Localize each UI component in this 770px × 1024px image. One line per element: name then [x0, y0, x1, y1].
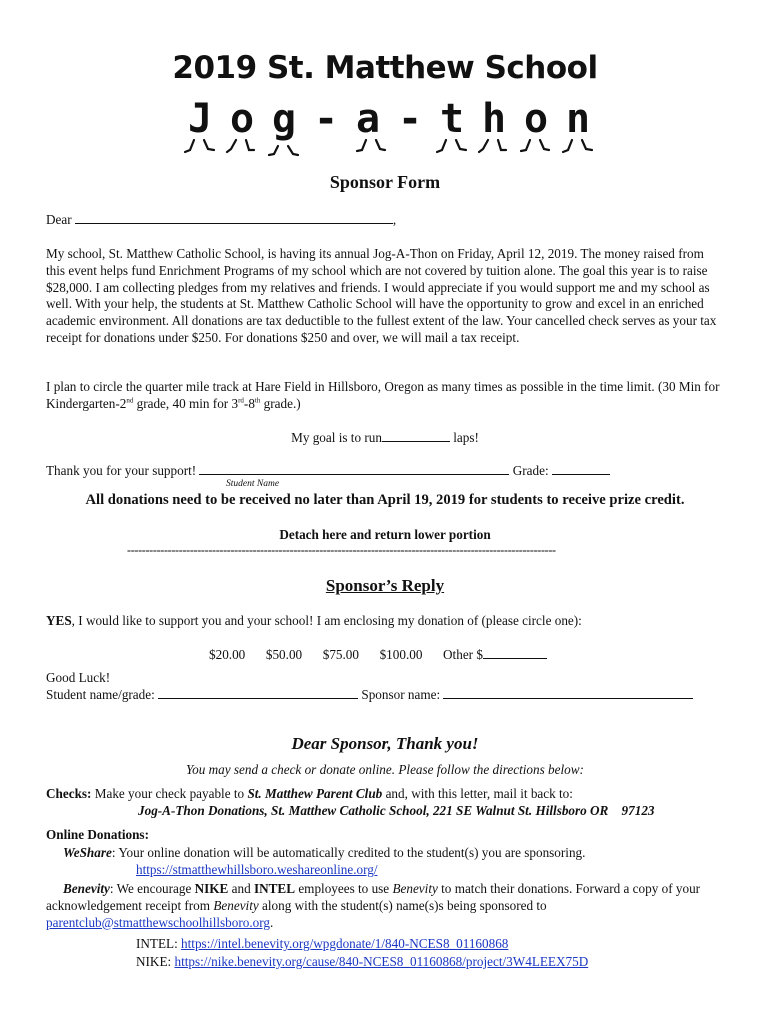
dear-comma: ,: [392, 212, 397, 227]
checks-label: Checks:: [46, 786, 92, 801]
logo-letter: h: [482, 96, 507, 142]
benevity-text: to match their donations. Forward a copy of your acknowledgement receipt from: [46, 881, 701, 913]
intel-label: INTEL:: [136, 936, 178, 951]
nike-label: NIKE:: [136, 954, 172, 969]
good-luck-text: Good Luck!: [46, 670, 111, 685]
instructions-subtitle: You may send a check or donate online. Please follow the directions below:: [186, 762, 584, 777]
student-grade-label: Student name/grade:: [46, 687, 155, 702]
reply-names-line: [46, 687, 693, 703]
paragraph-2-text: grade.): [260, 395, 301, 411]
amount-option-other[interactable]: Other $: [443, 647, 483, 662]
thanks-label: Thank you for your support!: [46, 463, 197, 478]
nike-line: [136, 954, 588, 970]
yes-line: [46, 613, 726, 630]
amount-option[interactable]: $100.00: [379, 647, 423, 662]
thanks-line: [46, 463, 610, 479]
intel-text: INTEL: [253, 881, 296, 896]
checks-text: and, with this letter, mail it back to:: [382, 786, 573, 801]
period: .: [269, 914, 274, 930]
sponsor-name-field[interactable]: [443, 687, 693, 699]
amount-option[interactable]: $75.00: [322, 647, 359, 662]
student-grade-field[interactable]: [158, 687, 358, 699]
goal-line: [0, 430, 770, 446]
school-title: 2019 St. Matthew School: [172, 50, 598, 86]
dear-line: [46, 212, 726, 229]
benevity-word: Benevity: [392, 881, 438, 896]
benevity-text: along with the student(s) name(s)s being sponsored to: [258, 897, 547, 913]
logo-letter: a: [356, 96, 381, 142]
benevity-paragraph: [46, 881, 726, 931]
dear-label: Dear: [46, 212, 72, 227]
checks-text: Make your check payable to: [91, 786, 248, 801]
form-title: Sponsor Form: [329, 172, 441, 192]
grade-field[interactable]: [552, 463, 610, 475]
student-name-field[interactable]: [199, 463, 509, 475]
paragraph-2-text: I plan to circle the quarter mile track at Hare Field in Hillsboro, Oregon as many times as possible in the time limit. (30 Min for Kindergarten-2: [46, 379, 720, 411]
checks-line: [46, 786, 573, 802]
sponsor-reply-title: Sponsor’s Reply: [325, 576, 445, 595]
parent-club-email-link[interactable]: parentclub@stmatthewschoolhillsboro.org: [46, 914, 270, 930]
yes-text: , I would like to support you and your school! I am enclosing my donation of (please circle one):: [71, 613, 582, 628]
superscript: nd: [126, 396, 134, 405]
weshare-text: : Your online donation will be automatically credited to the student(s) you are sponsoring.: [111, 845, 586, 860]
amount-option[interactable]: $20.00: [209, 647, 246, 662]
deadline-notice: All donations need to be received no later than April 19, 2019 for students to receive prize credit.: [85, 492, 685, 508]
running-legs-icon: [180, 96, 600, 166]
logo-letter: o: [230, 96, 255, 142]
letter-paragraph-1: My school, St. Matthew Catholic School, is having its annual Jog-A-Thon on Friday, April 12, 2019. The money raised from this event helps fund Enrichment Programs of my school which are not covered by tuition alone. The goal this year is to raise $28,000. I am collecting pledges from my relatives and friends. I would appreciate if you would support me and my school as well. With your help, the students at St. Matthew Catholic School will have the opportunity to grow and excel in an enriched academic environment. All donations are tax deductible to the fullest extent of the law. Your cancelled check serves as your tax receipt for donations under $250. For donations $250 and over, we will mail a tax receipt.: [46, 246, 717, 345]
check-payee: St. Matthew Parent Club: [247, 786, 383, 801]
jog-a-thon-logo: [180, 96, 600, 166]
benevity-label: Benevity: [63, 881, 110, 896]
benevity-word: Benevity: [213, 897, 259, 913]
yes-label: YES: [46, 613, 72, 628]
laps-field[interactable]: [382, 430, 450, 442]
grade-label: Grade:: [512, 463, 549, 478]
logo-letter: -: [314, 96, 339, 142]
weshare-line: [63, 845, 585, 861]
amount-option[interactable]: $50.00: [265, 647, 303, 662]
dear-sponsor-title: Dear Sponsor, Thank you!: [291, 734, 479, 753]
donation-amount-options: [209, 647, 547, 663]
and-text: and: [228, 881, 254, 896]
weshare-label: WeShare: [63, 845, 112, 860]
detach-instruction: Detach here and return lower portion: [279, 527, 491, 542]
logo-letter: t: [440, 96, 465, 142]
benevity-text: employees to use: [295, 881, 393, 896]
logo-letter: -: [398, 96, 423, 142]
paragraph-2-text: grade, 40 min for 3: [133, 395, 239, 411]
detach-dash-line: --------------------------------------------------------------------------------------------------------------------: [127, 543, 556, 557]
goal-suffix: laps!: [449, 430, 479, 445]
letter-paragraph-2: [46, 379, 726, 413]
intel-line: [136, 936, 508, 952]
superscript: rd: [238, 396, 244, 405]
nike-text: NIKE: [194, 881, 229, 896]
mailing-address: Jog-A-Thon Donations, St. Matthew Catholic School, 221 SE Walnut St. Hillsboro OR 97123: [138, 803, 655, 818]
benevity-text: : We encourage: [109, 881, 195, 896]
recipient-name-field[interactable]: [75, 212, 393, 224]
intel-benevity-link[interactable]: https://intel.benevity.org/wpgdonate/1/840-NCES8_01160868: [181, 936, 509, 951]
sponsor-name-label: Sponsor name:: [361, 687, 441, 702]
logo-letter: J: [188, 96, 213, 142]
goal-label: My goal is to run: [291, 430, 382, 445]
other-amount-field[interactable]: [483, 647, 547, 659]
logo-letter: n: [566, 96, 591, 142]
logo-letter: g: [272, 96, 297, 142]
logo-letter: o: [524, 96, 549, 142]
weshare-link[interactable]: https://stmatthewhillsboro.weshareonline.org/: [136, 862, 378, 877]
superscript: th: [254, 396, 261, 405]
nike-benevity-link[interactable]: https://nike.benevity.org/cause/840-NCES8_01160868/project/3W4LEEX75D: [174, 954, 589, 969]
student-name-caption: Student Name: [226, 479, 280, 489]
paragraph-2-text: -8: [243, 395, 255, 411]
online-donations-label: Online Donations:: [46, 827, 149, 842]
